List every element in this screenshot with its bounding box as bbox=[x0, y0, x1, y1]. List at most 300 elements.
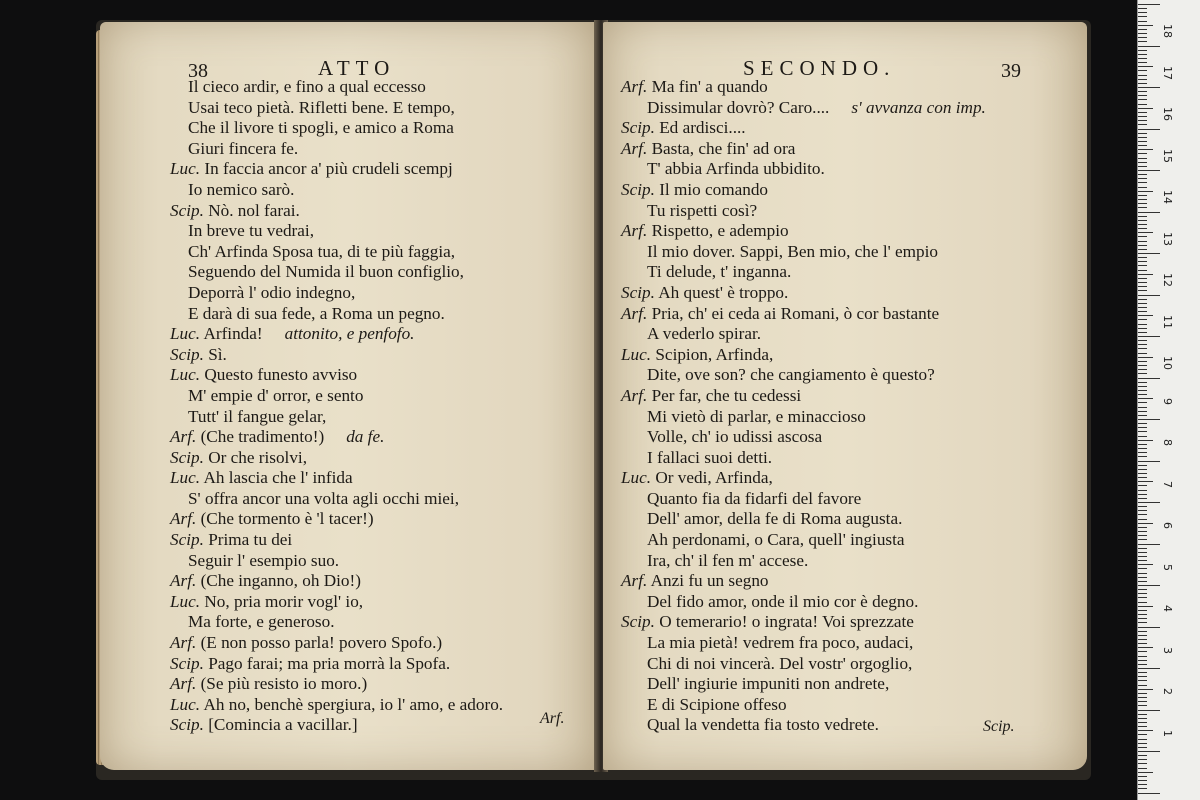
speaker-label: Arf. bbox=[621, 138, 648, 158]
ruler-tick bbox=[1138, 585, 1160, 586]
verse-text: Anzi fu un segno bbox=[650, 571, 769, 591]
speaker-label: Scip. bbox=[170, 200, 204, 220]
verse-text: Il mio comando bbox=[659, 179, 769, 199]
verse-text: E di Scipione offeso bbox=[647, 694, 787, 714]
verse-text: Chi di noi vincerà. Del vostr' orgoglio, bbox=[647, 653, 913, 673]
ruler-tick bbox=[1138, 70, 1147, 71]
ruler-tick bbox=[1138, 265, 1147, 266]
ruler-tick bbox=[1138, 589, 1147, 590]
ruler-tick bbox=[1138, 99, 1147, 100]
ruler-tick bbox=[1138, 498, 1147, 499]
verse-text: M' empie d' orror, e sento bbox=[188, 385, 364, 405]
ruler-tick bbox=[1138, 149, 1153, 150]
text-line bbox=[170, 674, 590, 695]
ruler-tick bbox=[1138, 452, 1147, 453]
ruler-tick bbox=[1138, 353, 1147, 354]
ruler-tick bbox=[1138, 602, 1147, 603]
verse-text: Quanto fia da fidarfi del favore bbox=[647, 488, 862, 508]
ruler-tick bbox=[1138, 768, 1147, 769]
ruler-tick bbox=[1138, 668, 1160, 669]
text-line bbox=[621, 201, 1081, 222]
ruler-tick bbox=[1138, 427, 1147, 428]
speaker-label: Scip. bbox=[621, 282, 655, 302]
verse-text: Seguendo del Numida il buon configlio, bbox=[188, 262, 464, 282]
ruler-tick bbox=[1138, 253, 1160, 254]
speaker-label: Scip. bbox=[170, 344, 204, 364]
ruler-tick bbox=[1138, 523, 1153, 524]
verse-text: Qual la vendetta fia tosto vedrete. bbox=[647, 715, 879, 735]
ruler-tick bbox=[1138, 419, 1160, 420]
verse-text: Seguir l' esempio suo. bbox=[188, 550, 340, 570]
speaker-label: Luc. bbox=[170, 324, 201, 344]
ruler-tick bbox=[1138, 705, 1147, 706]
ruler-tick bbox=[1138, 33, 1147, 34]
verse-text: Ma fin' a quando bbox=[651, 77, 768, 96]
left-page-number: 38 bbox=[188, 60, 208, 82]
text-line bbox=[621, 159, 1081, 180]
text-line bbox=[621, 283, 1081, 304]
ruler-tick bbox=[1138, 66, 1153, 67]
ruler-tick bbox=[1138, 348, 1147, 349]
ruler-label: 9 bbox=[1161, 397, 1174, 405]
ruler-tick bbox=[1138, 166, 1147, 167]
ruler-tick bbox=[1138, 710, 1160, 711]
verse-text: S' offra ancor una volta agli occhi miei, bbox=[188, 488, 460, 508]
ruler-tick bbox=[1138, 319, 1147, 320]
verse-text: Deporrà l' odio indegno, bbox=[188, 282, 356, 302]
verse-text: Giuri fincera fe. bbox=[188, 138, 299, 158]
ruler-tick bbox=[1138, 129, 1160, 130]
speaker-label: Luc. bbox=[170, 365, 201, 385]
ruler-tick bbox=[1138, 714, 1147, 715]
ruler-tick bbox=[1138, 58, 1147, 59]
ruler-tick bbox=[1138, 481, 1153, 482]
ruler-tick bbox=[1138, 16, 1147, 17]
ruler-tick bbox=[1138, 199, 1147, 200]
ruler-tick bbox=[1138, 361, 1147, 362]
verse-text: Ti delude, t' inganna. bbox=[647, 262, 792, 282]
ruler-tick bbox=[1138, 212, 1160, 213]
ruler-tick bbox=[1138, 191, 1153, 192]
ruler-tick bbox=[1138, 232, 1153, 233]
text-line bbox=[621, 118, 1081, 139]
ruler-tick bbox=[1138, 631, 1147, 632]
text-line bbox=[170, 201, 590, 222]
text-line bbox=[621, 448, 1081, 469]
ruler-tick bbox=[1138, 365, 1147, 366]
right-page-number: 39 bbox=[1001, 60, 1021, 82]
ruler-tick bbox=[1138, 336, 1160, 337]
verse-text: A vederlo spirar. bbox=[647, 324, 762, 344]
text-line bbox=[621, 489, 1081, 510]
ruler-tick bbox=[1138, 647, 1153, 648]
ruler-tick bbox=[1138, 108, 1153, 109]
verse-text: Che il livore ti spogli, e amico a Roma bbox=[188, 118, 454, 138]
ruler-tick bbox=[1138, 344, 1147, 345]
ruler-tick bbox=[1138, 581, 1147, 582]
ruler-tick bbox=[1138, 324, 1147, 325]
ruler-tick bbox=[1138, 311, 1147, 312]
ruler-tick bbox=[1138, 290, 1147, 291]
verse-text: Ed ardisci.... bbox=[659, 118, 746, 138]
ruler-label: 18 bbox=[1161, 24, 1174, 38]
text-line bbox=[170, 407, 590, 428]
text-line bbox=[170, 98, 590, 119]
ruler-tick bbox=[1138, 531, 1147, 532]
ruler-tick bbox=[1138, 21, 1147, 22]
speaker-label: Scip. bbox=[170, 653, 204, 673]
ruler-tick bbox=[1138, 627, 1160, 628]
ruler-tick bbox=[1138, 436, 1147, 437]
verse-text: Or vedi, Arfinda, bbox=[655, 468, 773, 488]
ruler-tick bbox=[1138, 228, 1147, 229]
text-line bbox=[621, 509, 1081, 530]
text-line bbox=[170, 139, 590, 160]
ruler-tick bbox=[1138, 502, 1160, 503]
ruler-tick bbox=[1138, 448, 1147, 449]
text-line bbox=[170, 221, 590, 242]
text-line bbox=[170, 654, 590, 675]
ruler-tick bbox=[1138, 116, 1147, 117]
ruler-tick bbox=[1138, 394, 1147, 395]
ruler-tick bbox=[1138, 37, 1147, 38]
ruler-tick bbox=[1138, 261, 1147, 262]
ruler-tick bbox=[1138, 465, 1147, 466]
ruler-tick bbox=[1138, 124, 1147, 125]
ruler-tick bbox=[1138, 270, 1147, 271]
left-catchword: Arf. bbox=[540, 710, 565, 727]
ruler-tick bbox=[1138, 104, 1147, 105]
text-line bbox=[621, 571, 1081, 592]
ruler-tick bbox=[1138, 473, 1147, 474]
ruler-tick bbox=[1138, 514, 1147, 515]
ruler-tick bbox=[1138, 137, 1147, 138]
ruler-tick bbox=[1138, 793, 1160, 794]
ruler-tick bbox=[1138, 158, 1147, 159]
text-line bbox=[621, 262, 1081, 283]
verse-text: (Che tormento è 'l tacer!) bbox=[200, 509, 374, 529]
ruler-tick bbox=[1138, 79, 1147, 80]
text-line bbox=[621, 324, 1081, 345]
text-line bbox=[621, 674, 1081, 695]
text-line bbox=[170, 283, 590, 304]
ruler-tick bbox=[1138, 282, 1147, 283]
text-line bbox=[621, 530, 1081, 551]
text-line bbox=[621, 551, 1081, 572]
verse-text: Ch' Arfinda Sposa tua, di te più faggia, bbox=[188, 241, 456, 261]
text-line bbox=[621, 304, 1081, 325]
ruler-tick bbox=[1138, 751, 1160, 752]
ruler-tick bbox=[1138, 220, 1147, 221]
ruler-tick bbox=[1138, 734, 1147, 735]
text-line bbox=[170, 386, 590, 407]
ruler-tick bbox=[1138, 274, 1153, 275]
left-running-header: ATTO bbox=[318, 56, 396, 80]
text-line bbox=[621, 139, 1081, 160]
ruler-tick bbox=[1138, 4, 1160, 5]
ruler-tick bbox=[1138, 747, 1147, 748]
verse-text: Rispetto, e adempio bbox=[651, 221, 789, 241]
text-line bbox=[170, 304, 590, 325]
ruler-tick bbox=[1138, 46, 1160, 47]
ruler-tick bbox=[1138, 423, 1147, 424]
ruler-tick bbox=[1138, 697, 1147, 698]
ruler-tick bbox=[1138, 245, 1147, 246]
stage-direction: da fe. bbox=[346, 427, 385, 447]
ruler-tick bbox=[1138, 133, 1147, 134]
text-line bbox=[621, 612, 1081, 633]
verse-text: Prima tu dei bbox=[208, 530, 293, 550]
text-line bbox=[170, 530, 590, 551]
verse-text: Usai teco pietà. Rifletti bene. E tempo, bbox=[188, 97, 455, 117]
text-line bbox=[621, 427, 1081, 448]
verse-text: Sì. bbox=[208, 344, 227, 364]
ruler-tick bbox=[1138, 461, 1160, 462]
ruler-tick bbox=[1138, 552, 1147, 553]
ruler-label: 8 bbox=[1161, 439, 1174, 446]
ruler-tick bbox=[1138, 560, 1147, 561]
verse-text: Tutt' il fangue gelar, bbox=[188, 406, 327, 426]
text-line bbox=[170, 571, 590, 592]
ruler-tick bbox=[1138, 91, 1147, 92]
ruler-tick bbox=[1138, 788, 1147, 789]
right-catchword: Scip. bbox=[983, 718, 1015, 735]
verse-text: Il mio dover. Sappi, Ben mio, che l' empio bbox=[647, 241, 938, 261]
text-line bbox=[621, 221, 1081, 242]
ruler-tick bbox=[1138, 651, 1147, 652]
ruler-label: 16 bbox=[1161, 107, 1174, 121]
ruler-tick bbox=[1138, 469, 1147, 470]
ruler-tick bbox=[1138, 597, 1147, 598]
verse-text: Ma forte, e generoso. bbox=[188, 612, 335, 632]
ruler-label: 1 bbox=[1161, 729, 1174, 737]
ruler-tick bbox=[1138, 8, 1147, 9]
verse-text: T' abbia Arfinda ubbidito. bbox=[647, 159, 825, 179]
speaker-label: Arf. bbox=[621, 221, 648, 241]
verse-text: Or che risolvi, bbox=[208, 447, 307, 467]
text-line bbox=[170, 365, 590, 386]
ruler-tick bbox=[1138, 328, 1147, 329]
ruler-label: 17 bbox=[1161, 65, 1174, 80]
right-text-block bbox=[621, 77, 1081, 736]
text-line bbox=[170, 509, 590, 530]
ruler-tick bbox=[1138, 610, 1147, 611]
verse-text: In faccia ancor a' più crudeli scempj bbox=[204, 159, 453, 179]
ruler-tick bbox=[1138, 62, 1147, 63]
ruler-tick bbox=[1138, 519, 1147, 520]
verse-text: Basta, che fin' ad ora bbox=[651, 138, 796, 158]
ruler-tick bbox=[1138, 369, 1147, 370]
verse-text: In breve tu vedrai, bbox=[188, 221, 314, 241]
text-line bbox=[621, 592, 1081, 613]
ruler-tick bbox=[1138, 407, 1147, 408]
ruler-tick bbox=[1138, 83, 1147, 84]
ruler-tick bbox=[1138, 398, 1153, 399]
ruler-tick bbox=[1138, 29, 1147, 30]
verse-text: Ira, ch' il fen m' accese. bbox=[647, 550, 809, 570]
text-line bbox=[170, 715, 590, 736]
ruler-label: 4 bbox=[1161, 605, 1174, 612]
ruler-tick bbox=[1138, 286, 1147, 287]
ruler-tick bbox=[1138, 120, 1147, 121]
ruler-tick bbox=[1138, 490, 1147, 491]
speaker-label: Arf. bbox=[170, 509, 197, 529]
verse-text: Pago farai; ma pria morrà la Spofa. bbox=[208, 653, 451, 673]
ruler-tick bbox=[1138, 415, 1147, 416]
ruler-tick bbox=[1138, 444, 1147, 445]
ruler-tick bbox=[1138, 689, 1153, 690]
speaker-label: Luc. bbox=[621, 344, 652, 364]
ruler-tick bbox=[1138, 485, 1147, 486]
ruler-tick bbox=[1138, 303, 1147, 304]
ruler-tick bbox=[1138, 278, 1147, 279]
ruler-tick bbox=[1138, 162, 1147, 163]
ruler-tick bbox=[1138, 315, 1153, 316]
ruler-label: 11 bbox=[1161, 314, 1174, 329]
speaker-label: Arf. bbox=[621, 385, 648, 405]
text-line bbox=[170, 77, 590, 98]
speaker-label: Scip. bbox=[621, 612, 655, 632]
verse-text: E darà di sua fede, a Roma un pegno. bbox=[188, 303, 445, 323]
text-line bbox=[621, 468, 1081, 489]
speaker-label: Arf. bbox=[170, 633, 197, 653]
ruler-tick bbox=[1138, 241, 1147, 242]
speaker-label: Scip. bbox=[170, 715, 204, 735]
verse-text: (E non posso parla! povero Spofo.) bbox=[200, 633, 443, 653]
ruler-tick bbox=[1138, 544, 1160, 545]
ruler-tick bbox=[1138, 75, 1147, 76]
text-line bbox=[621, 180, 1081, 201]
stage-direction: attonito, e penfofo. bbox=[284, 324, 415, 344]
measurement-ruler bbox=[1137, 0, 1200, 800]
ruler-tick bbox=[1138, 635, 1147, 636]
left-page bbox=[100, 22, 597, 770]
ruler-tick bbox=[1138, 506, 1147, 507]
verse-text: Ah lascia che l' infida bbox=[203, 468, 353, 488]
ruler-tick bbox=[1138, 510, 1147, 511]
ruler-tick bbox=[1138, 145, 1147, 146]
text-line bbox=[170, 612, 590, 633]
ruler-tick bbox=[1138, 556, 1147, 557]
text-line bbox=[170, 118, 590, 139]
ruler-tick bbox=[1138, 307, 1147, 308]
ruler-label: 7 bbox=[1161, 480, 1174, 488]
ruler-tick bbox=[1138, 332, 1147, 333]
verse-text: Io nemico sarò. bbox=[188, 179, 295, 199]
text-line bbox=[621, 407, 1081, 428]
ruler-tick bbox=[1138, 639, 1147, 640]
ruler-tick bbox=[1138, 693, 1147, 694]
ruler-tick bbox=[1138, 386, 1147, 387]
text-line bbox=[621, 242, 1081, 263]
ruler-tick bbox=[1138, 87, 1160, 88]
speaker-label: Scip. bbox=[170, 530, 204, 550]
ruler-tick bbox=[1138, 378, 1160, 379]
ruler-tick bbox=[1138, 411, 1147, 412]
speaker-label: Luc. bbox=[170, 468, 201, 488]
text-line bbox=[170, 695, 590, 716]
ruler-tick bbox=[1138, 755, 1147, 756]
ruler-tick bbox=[1138, 730, 1153, 731]
ruler-tick bbox=[1138, 340, 1147, 341]
ruler-tick bbox=[1138, 539, 1147, 540]
speaker-label: Scip. bbox=[621, 179, 655, 199]
ruler-tick bbox=[1138, 593, 1147, 594]
ruler-tick bbox=[1138, 170, 1160, 171]
ruler-tick bbox=[1138, 373, 1147, 374]
text-line bbox=[621, 695, 1081, 716]
verse-text: Pria, ch' ei ceda ai Romani, ò cor bastante bbox=[651, 303, 940, 323]
ruler-tick bbox=[1138, 776, 1147, 777]
text-line bbox=[170, 180, 590, 201]
ruler-tick bbox=[1138, 431, 1147, 432]
ruler-label: 5 bbox=[1161, 563, 1174, 571]
ruler-label: 10 bbox=[1161, 356, 1174, 370]
verse-text: Mi vietò di parlar, e minaccioso bbox=[647, 406, 866, 426]
ruler-tick bbox=[1138, 249, 1147, 250]
ruler-tick bbox=[1138, 216, 1147, 217]
ruler-label: 2 bbox=[1161, 688, 1174, 695]
ruler-tick bbox=[1138, 680, 1147, 681]
text-line bbox=[621, 654, 1081, 675]
ruler-tick bbox=[1138, 759, 1147, 760]
text-line bbox=[170, 427, 590, 448]
speaker-label: Scip. bbox=[621, 118, 655, 138]
ruler-tick bbox=[1138, 763, 1147, 764]
ruler-tick bbox=[1138, 295, 1160, 296]
ruler-tick bbox=[1138, 548, 1147, 549]
ruler-tick bbox=[1138, 257, 1147, 258]
ruler-tick bbox=[1138, 224, 1147, 225]
right-running-header: SECONDO. bbox=[743, 56, 896, 80]
speaker-label: Luc. bbox=[621, 468, 652, 488]
verse-text: Nò. nol farai. bbox=[208, 200, 300, 220]
right-page bbox=[603, 22, 1087, 770]
speaker-label: Luc. bbox=[170, 159, 201, 179]
ruler-tick bbox=[1138, 722, 1147, 723]
ruler-tick bbox=[1138, 402, 1147, 403]
verse-text: (Che inganno, oh Dio!) bbox=[200, 571, 361, 591]
ruler-tick bbox=[1138, 743, 1147, 744]
text-line bbox=[170, 468, 590, 489]
verse-text: (Che tradimento!) bbox=[200, 427, 325, 447]
text-line bbox=[170, 448, 590, 469]
left-text-block bbox=[170, 77, 590, 736]
text-line bbox=[170, 489, 590, 510]
text-line bbox=[621, 77, 1081, 98]
text-line bbox=[170, 345, 590, 366]
verse-text: Il cieco ardir, e fino a qual eccesso bbox=[188, 77, 426, 96]
ruler-tick bbox=[1138, 672, 1147, 673]
verse-text: Questo funesto avviso bbox=[204, 365, 358, 385]
ruler-label: 12 bbox=[1161, 273, 1174, 287]
ruler-tick bbox=[1138, 535, 1147, 536]
ruler-label: 15 bbox=[1161, 148, 1174, 163]
ruler-tick bbox=[1138, 643, 1147, 644]
ruler-tick bbox=[1138, 236, 1147, 237]
verse-text: Arfinda! bbox=[203, 324, 263, 344]
ruler-tick bbox=[1138, 25, 1153, 26]
text-line bbox=[170, 551, 590, 572]
text-line bbox=[621, 633, 1081, 654]
verse-text: (Se più resisto io moro.) bbox=[200, 674, 368, 694]
speaker-label: Arf. bbox=[170, 571, 197, 591]
text-line bbox=[170, 633, 590, 654]
ruler-tick bbox=[1138, 203, 1147, 204]
ruler-tick bbox=[1138, 440, 1153, 441]
ruler-tick bbox=[1138, 153, 1147, 154]
verse-text: Scipion, Arfinda, bbox=[655, 344, 774, 364]
